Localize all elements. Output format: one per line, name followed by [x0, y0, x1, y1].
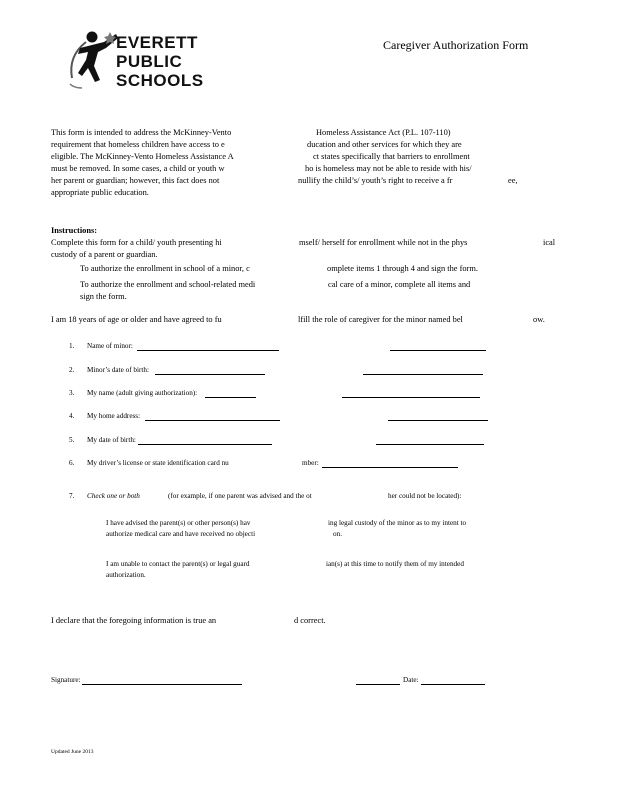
option-advised-text: ing legal custody of the minor as to my intent to [328, 519, 467, 527]
my-dob-field-continued[interactable] [376, 444, 484, 445]
caregiver-statement: ow. [533, 315, 545, 324]
item-number: 1. [69, 342, 75, 350]
bullet-text: omplete items 1 through 4 and sign the form. [327, 264, 478, 273]
instructions-line: Complete this form for a child/ youth presenting hi [51, 238, 222, 247]
bullet-text: cal care of a minor, complete all items and [328, 280, 471, 289]
intro-left-line: appropriate public education. [51, 188, 149, 197]
declaration: I declare that the foregoing information is true an [51, 616, 217, 625]
declaration: d correct. [294, 616, 326, 625]
option-unable-text: I am unable to contact the parent(s) or legal guard [106, 560, 250, 568]
item-label-home-address: My home address: [87, 412, 141, 420]
minor-dob-field[interactable] [155, 374, 265, 375]
item-number: 6. [69, 459, 75, 467]
caregiver-statement: I am 18 years of age or older and have agreed to fu [51, 315, 222, 324]
home-address-field[interactable] [145, 420, 280, 421]
item-number: 2. [69, 366, 75, 374]
district-logo [64, 26, 224, 96]
my-name-field-continued[interactable] [342, 397, 480, 398]
item-label-minor-dob: Minor’s date of birth: [87, 366, 149, 374]
option-advised-text: I have advised the parent(s) or other person(s) hav [106, 519, 251, 527]
signature-field-continued[interactable] [356, 684, 400, 685]
option-unable-text: authorization. [106, 571, 146, 579]
item7-label: her could not be located): [388, 492, 462, 500]
intro-left-line: This form is intended to address the McKinney-Vento [51, 128, 232, 137]
item7-label: (for example, if one parent was advised and the ot [168, 492, 312, 500]
minor-name-field[interactable] [137, 350, 279, 351]
signature-label: Signature: [51, 676, 81, 684]
date-field[interactable] [421, 684, 485, 685]
caregiver-statement: lfill the role of caregiver for the minor named bel [298, 315, 463, 324]
item-number: 7. [69, 492, 75, 500]
intro-left-line: her parent or guardian; however, this fact does not [51, 176, 220, 185]
my-dob-field[interactable] [138, 444, 272, 445]
item-label-license: My driver’s license or state identification card nu [87, 459, 229, 467]
option-unable-text: ian(s) at this time to notify them of my intended [326, 560, 464, 568]
logo-line-schools: SCHOOLS [116, 71, 204, 90]
minor-dob-field-continued[interactable] [363, 374, 483, 375]
option-advised-text: on. [333, 530, 342, 538]
item7-label-check: Check one or both [87, 492, 140, 500]
bullet-text: sign the form. [80, 292, 127, 301]
logo-line-public: PUBLIC [116, 52, 183, 71]
instructions-line: ical [543, 238, 556, 247]
item-label-license: mber: [302, 459, 319, 467]
intro-right-line: ho is homeless may not be able to reside with his/ [305, 164, 472, 173]
intro-right-line: Homeless Assistance Act (P.L. 107-110) [316, 128, 451, 137]
minor-name-field-continued[interactable] [390, 350, 486, 351]
intro-right-line: ducation and other services for which they are [307, 140, 462, 149]
license-number-field[interactable] [322, 467, 458, 468]
bullet-text: To authorize the enrollment in school of a minor, c [80, 264, 250, 273]
form-title: Caregiver Authorization Form [383, 38, 529, 52]
date-label: Date: [403, 676, 419, 684]
home-address-field-continued[interactable] [388, 420, 488, 421]
intro-left-line: eligible. The McKinney-Vento Homeless Assistance A [51, 152, 234, 161]
intro-right-tail: ee, [508, 176, 518, 185]
logo-line-everett: EVERETT [116, 33, 198, 52]
item-number: 3. [69, 389, 75, 397]
item-label-my-name: My name (adult giving authorization): [87, 389, 198, 397]
intro-left-line: must be removed. In some cases, a child or youth w [51, 164, 225, 173]
intro-right-line: ct states specifically that barriers to enrollment [313, 152, 470, 161]
my-name-field[interactable] [205, 397, 256, 398]
updated-note: Updated June 2013 [51, 749, 94, 755]
bullet-text: To authorize the enrollment and school-related medi [80, 280, 256, 289]
signature-field[interactable] [82, 684, 242, 685]
intro-left-line: requirement that homeless children have access to e [51, 140, 225, 149]
instructions-line: mself/ herself for enrollment while not in the phys [299, 238, 468, 247]
instructions-line: custody of a parent or guardian. [51, 250, 158, 259]
option-advised-text: authorize medical care and have received no objecti [106, 530, 256, 538]
instructions-heading: Instructions: [51, 226, 98, 235]
item-number: 4. [69, 412, 75, 420]
intro-right-line: nullify the child’s/ youth’s right to receive a fr [298, 176, 453, 185]
item-label-minor-name: Name of minor: [87, 342, 133, 350]
item-number: 5. [69, 436, 75, 444]
item-label-my-dob: My date of birth: [87, 436, 136, 444]
